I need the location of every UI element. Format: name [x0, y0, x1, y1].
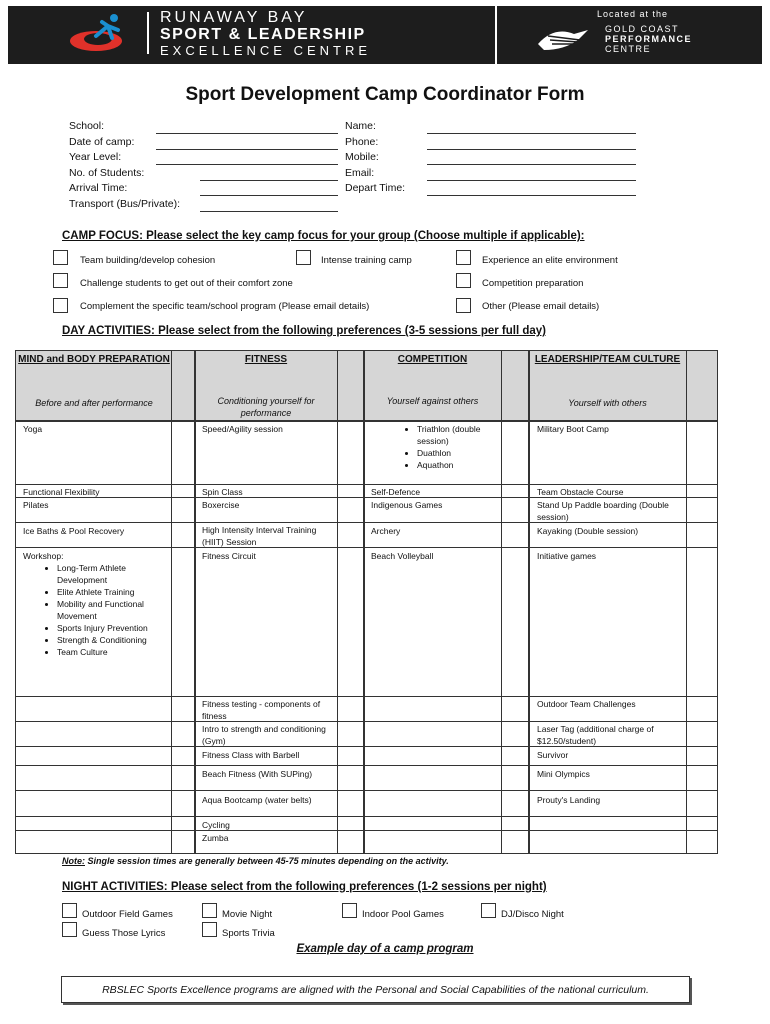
brand-line-1: RUNAWAY BAY [160, 9, 308, 26]
name-label: Name: [345, 120, 376, 132]
depart-label: Depart Time: [345, 182, 406, 194]
name-field[interactable] [427, 133, 636, 134]
workshop-item: • Strength & Conditioning [57, 634, 169, 646]
focus-checkbox[interactable] [53, 273, 68, 288]
note-label: Note: [62, 856, 85, 866]
activity-cell: Stand Up Paddle boarding (Double session) [537, 500, 669, 522]
activity-cell: Zumba [202, 833, 229, 843]
column-title-mind: MIND and BODY PREPARATION [18, 354, 170, 365]
school-label: School: [69, 120, 105, 132]
arrival-field[interactable] [200, 195, 338, 196]
activity-cell: Archery [371, 526, 401, 536]
activity-cell: Beach Fitness (With SUPing) [202, 769, 313, 779]
focus-option: Challenge students to get out of their comfort zone [80, 278, 293, 289]
night-option: Indoor Pool Games [362, 909, 444, 920]
column-subtitle-leadership: Yourself with others [568, 398, 647, 408]
activity-cell: Indigenous Games [371, 500, 443, 510]
year-level-label: Year Level: [69, 151, 122, 163]
gold-coast-centre [605, 24, 692, 54]
activity-cell: Team Obstacle Course [537, 487, 624, 497]
focus-option: Complement the specific team/school program (Please email details) [80, 301, 370, 312]
arrival-label: Arrival Time: [69, 182, 128, 194]
focus-option: Other (Please email details) [482, 301, 600, 312]
activity-cell: Laser Tag (additional charge of $12.50/student) [537, 724, 654, 746]
night-checkbox[interactable] [202, 903, 217, 918]
example-program-link[interactable]: Example day of a camp program [296, 943, 474, 955]
focus-option: Experience an elite environment [482, 255, 618, 266]
students-label: No. of Students: [69, 167, 145, 179]
row-divider [15, 816, 718, 817]
column-subtitle-competition: Yourself against others [386, 396, 479, 406]
phone-label: Phone: [345, 136, 379, 148]
column-title-fitness: FITNESS [244, 354, 288, 365]
activity-cell: Fitness Class with Barbell [202, 750, 300, 760]
mobile-field[interactable] [427, 164, 636, 165]
school-field[interactable] [156, 133, 338, 134]
form-title: Sport Development Camp Coordinator Form [185, 84, 585, 105]
competition-item: • Aquathon [417, 459, 500, 471]
activity-cell: Initiative games [537, 551, 597, 561]
column-title-leadership: LEADERSHIP/TEAM CULTURE [534, 354, 681, 365]
date-label: Date of camp: [69, 136, 135, 148]
activity-cell: Self-Defence [371, 487, 421, 497]
activity-cell: Pilates [23, 500, 49, 510]
rbslec-logo-icon [66, 10, 132, 54]
activity-cell: Fitness testing - components of fitness [202, 699, 321, 721]
workshop-list [23, 562, 169, 658]
year-level-field[interactable] [156, 164, 338, 165]
focus-checkbox[interactable] [296, 250, 311, 265]
row-divider [15, 790, 718, 791]
night-checkbox[interactable] [202, 922, 217, 937]
night-option: Sports Trivia [222, 928, 275, 939]
activity-cell: High Intensity Interval Training (HIIT) Session [202, 525, 317, 547]
activity-cell: Prouty's Landing [537, 795, 601, 805]
night-checkbox[interactable] [342, 903, 357, 918]
activity-cell: Spin Class [202, 487, 243, 497]
located-text: Located at the [597, 9, 669, 19]
activity-cell: Beach Volleyball [371, 551, 434, 561]
night-activities-heading: NIGHT ACTIVITIES: Please select from the following preferences (1-2 sessions per night) [62, 881, 547, 893]
students-field[interactable] [200, 180, 338, 181]
workshop-item: • Team Culture [57, 646, 169, 658]
gold-coast-logo-icon [534, 22, 592, 56]
depart-field[interactable] [427, 195, 636, 196]
night-option: Outdoor Field Games [82, 909, 173, 920]
row-divider [15, 721, 718, 722]
workshop-item: • Long-Term Athlete Development [57, 562, 169, 586]
brand-line-2: SPORT & LEADERSHIP [160, 26, 366, 43]
competition-list [365, 423, 500, 471]
email-label: Email: [345, 167, 375, 179]
activity-cell: Survivor [537, 750, 569, 760]
night-checkbox[interactable] [481, 903, 496, 918]
focus-checkbox[interactable] [53, 298, 68, 313]
triathlon-cell [365, 423, 500, 471]
activity-cell: Military Boot Camp [537, 424, 609, 434]
workshop-cell [23, 550, 169, 658]
activity-cell: Fitness Circuit [202, 551, 256, 561]
row-divider [15, 484, 718, 485]
curriculum-statement: RBSLEC Sports Excellence programs are aligned with the Personal and Social Capabilities of the national curriculum. [61, 976, 690, 1003]
competition-item: • Duathlon [417, 447, 500, 459]
header-divider [147, 12, 149, 54]
mind-selection-column[interactable] [172, 422, 194, 852]
note-text: Single session times are generally between 45-75 minutes depending on the activity. [85, 856, 449, 866]
phone-field[interactable] [427, 149, 636, 150]
focus-checkbox[interactable] [456, 250, 471, 265]
day-activities-heading: DAY ACTIVITIES: Please select from the following preferences (3-5 sessions per full day) [62, 325, 546, 337]
camp-focus-heading: CAMP FOCUS: Please select the key camp focus for your group (Choose multiple if applicable): [62, 230, 585, 242]
night-checkbox[interactable] [62, 922, 77, 937]
brand-line-3: EXCELLENCE CENTRE [160, 43, 372, 58]
activity-cell: Cycling [202, 820, 230, 830]
row-divider [15, 420, 718, 422]
workshop-item: • Mobility and Functional Movement [57, 598, 169, 622]
night-option: DJ/Disco Night [501, 909, 564, 920]
date-field[interactable] [156, 149, 338, 150]
row-divider [15, 765, 718, 766]
column-subtitle-mind: Before and after performance [35, 398, 153, 408]
column-subtitle-fitness: Conditioning yourself for performance [217, 396, 315, 418]
activity-cell: Outdoor Team Challenges [537, 699, 636, 709]
gc-line-1: GOLD COAST [605, 24, 680, 34]
gc-line-2: PERFORMANCE [605, 34, 693, 44]
column-title-competition: COMPETITION [397, 354, 468, 365]
header-divider [495, 6, 497, 64]
brand-name [160, 10, 371, 57]
activity-cell: Functional Flexibility [23, 487, 100, 497]
activity-cell: Kayaking (Double session) [537, 526, 639, 536]
gc-line-3: CENTRE [605, 44, 652, 54]
activity-cell: Intro to strength and conditioning (Gym) [202, 724, 326, 746]
workshop-label: Workshop: [23, 551, 64, 561]
activity-cell: Aqua Bootcamp (water belts) [202, 795, 312, 805]
workshop-item: • Sports Injury Prevention [57, 622, 169, 634]
night-option: Guess Those Lyrics [82, 928, 166, 939]
activity-cell: Ice Baths & Pool Recovery [23, 526, 125, 536]
focus-checkbox[interactable] [456, 273, 471, 288]
focus-option: Team building/develop cohesion [80, 255, 216, 266]
activity-cell: Speed/Agility session [202, 424, 283, 434]
activity-cell: Mini Olympics [537, 769, 590, 779]
focus-option: Competition preparation [482, 278, 584, 289]
column-divider [528, 350, 530, 854]
transport-label: Transport (Bus/Private): [69, 198, 181, 210]
night-option: Movie Night [222, 909, 273, 920]
leadership-selection-column[interactable] [687, 422, 716, 852]
focus-option: Intense training camp [321, 255, 412, 266]
workshop-item: • Elite Athlete Training [57, 586, 169, 598]
row-divider [15, 696, 718, 697]
activity-cell: Yoga [23, 424, 43, 434]
focus-checkbox[interactable] [53, 250, 68, 265]
transport-field[interactable] [200, 211, 338, 212]
session-note [62, 856, 449, 866]
email-field[interactable] [427, 180, 636, 181]
night-checkbox[interactable] [62, 903, 77, 918]
competition-item: • Triathlon (double session) [417, 423, 500, 447]
activity-cell: Boxercise [202, 500, 240, 510]
competition-selection-column[interactable] [502, 422, 528, 852]
mobile-label: Mobile: [345, 151, 379, 163]
column-divider [194, 350, 196, 854]
focus-checkbox[interactable] [456, 298, 471, 313]
row-divider [15, 547, 718, 548]
fitness-selection-column[interactable] [338, 422, 363, 852]
row-divider [15, 830, 718, 831]
